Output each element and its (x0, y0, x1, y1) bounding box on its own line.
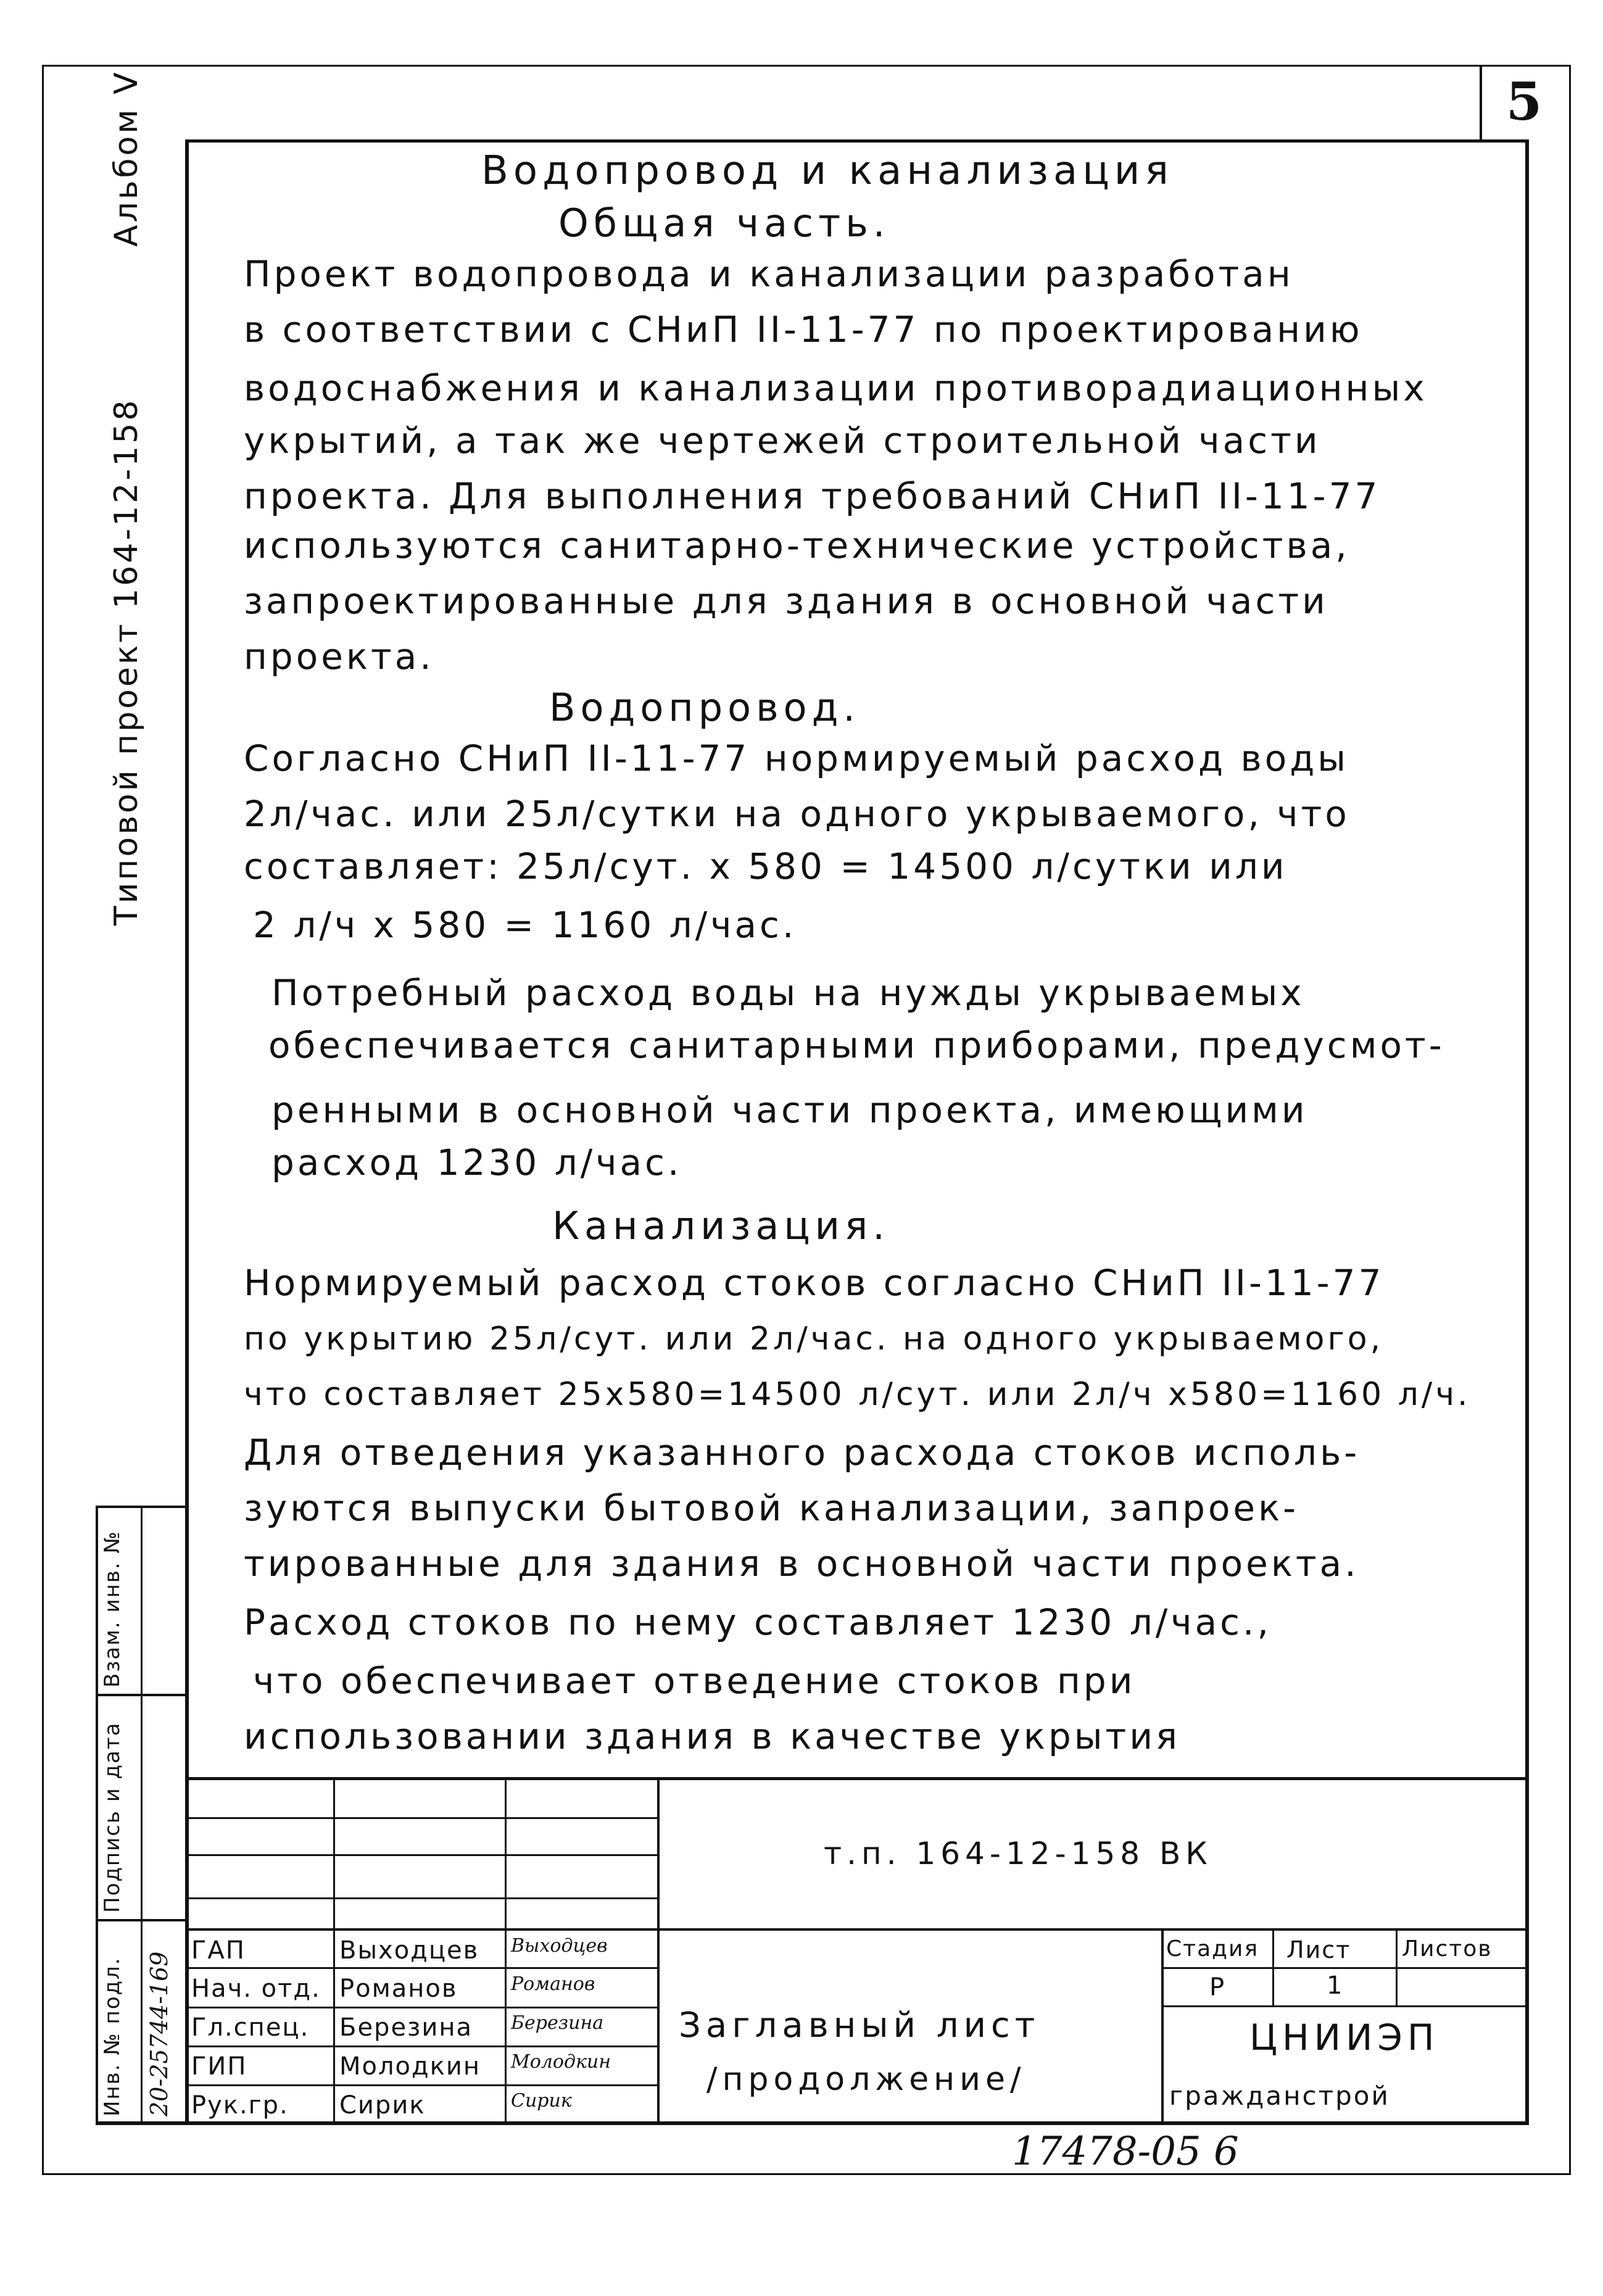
tb-top (185, 1777, 1528, 1780)
stage-header: Стадия (1166, 1936, 1259, 1962)
water-line: Согласно СНиП II-11-77 нормируемый расход воды (244, 737, 1349, 779)
sewer-line: тированные для здания в основной части проекта. (244, 1543, 1359, 1585)
outer-frame-right (1569, 65, 1571, 2175)
role-cell: Гл.спец. (191, 2013, 310, 2042)
role-cell: Нач. отд. (191, 1975, 321, 2003)
water-line: 2л/час. или 25л/сутки на одного укрываемого, что (244, 793, 1350, 835)
water2-line: ренными в основной части проекта, имеющими (271, 1089, 1308, 1131)
name-cell: Романов (339, 1975, 458, 2003)
stage-row-2 (1161, 2005, 1529, 2007)
project-code: т.п. 164-12-158 ВК (824, 1836, 1212, 1871)
sewer-line: Для отведения указанного расхода стоков исполь- (244, 1432, 1361, 1473)
sewer-line: что обеспечивает отведение стоков при (253, 1660, 1136, 1702)
stage-col-1 (1272, 1928, 1274, 2007)
sheet-title-line2: /продолжение/ (706, 2061, 1026, 2098)
tb-row-c (185, 1897, 657, 1899)
general-line: водоснабжения и канализации противорадиационных (244, 367, 1428, 409)
inner-frame-left (185, 139, 189, 2125)
role-cell: Рук.гр. (191, 2091, 289, 2120)
tb-col-4 (1161, 1928, 1164, 2123)
stage-col-2 (1396, 1928, 1398, 2007)
tb-row-a (185, 1817, 657, 1819)
signature: Выходцев (511, 1935, 608, 1957)
tb-row-main (185, 1928, 1528, 1931)
outer-frame-top (42, 65, 1571, 67)
general-line: укрытий, а так же чертежей строительной части (244, 420, 1321, 462)
role-cell: ГАП (191, 1936, 246, 1965)
role-cell: ГИП (191, 2052, 247, 2081)
sheet-number-box-left (1480, 65, 1482, 142)
water-line: 2 л/ч x 580 = 1160 л/час. (253, 904, 797, 946)
water-line: составляет: 25л/сут. x 580 = 14500 л/сутки или (244, 845, 1288, 887)
water2-line: Потребный расход воды на нужды укрываемых (271, 972, 1305, 1014)
sewer-line: зуются выпуски бытовой канализации, запроек- (244, 1487, 1299, 1529)
name-cell: Молодкин (339, 2052, 481, 2081)
doc-subtitle: Общая часть. (558, 201, 890, 246)
sheet-title-line1: Заглавный лист (679, 2005, 1040, 2045)
strip-top-line (96, 1506, 188, 1508)
tb-row-f (185, 2045, 657, 2047)
name-cell: Березина (339, 2013, 473, 2042)
inv-podl-label: Инв. № подл. (100, 1957, 125, 2116)
sewer-line: Нормируемый расход стоков согласно СНиП II-11-77 (244, 1262, 1385, 1304)
tb-col-1 (333, 1777, 335, 2123)
sewer-line: использовании здания в качестве укрытия (244, 1715, 1180, 1757)
sheet-number: 5 (1506, 71, 1543, 132)
podpis-data-label: Подпись и дата (100, 1722, 125, 1913)
sewer-line: по укрытию 25л/сут. или 2л/час. на одного укрываемого, (244, 1320, 1384, 1357)
list-value: 1 (1327, 1971, 1344, 2000)
strip-sep-2 (96, 1919, 188, 1921)
vzam-inv-label: Взам. инв. № (100, 1530, 125, 1688)
list-header: Лист (1286, 1936, 1351, 1963)
doc-title: Водопровод и канализация (481, 148, 1174, 194)
general-line: запроектированные для здания в основной части (244, 580, 1328, 622)
stage-row-1 (1161, 1967, 1529, 1969)
outer-frame-left (42, 65, 44, 2175)
inner-frame-right (1525, 139, 1529, 2125)
general-line: Проект водопровода и канализации разработан (244, 253, 1294, 295)
inv-number: 20-25744-169 (146, 1951, 173, 2116)
tb-row-g (185, 2084, 657, 2086)
water-title: Водопровод. (549, 685, 861, 730)
org-line1: ЦНИИЭП (1249, 2016, 1439, 2058)
outer-frame-bottom (42, 2173, 1571, 2175)
strip-sep-1 (96, 1694, 188, 1696)
sewer-line: что составляет 25x580=14500 л/сут. или 2л/ч x580=1160 л/ч. (244, 1376, 1471, 1413)
general-line: в соответствии с СНиП II-11-77 по проектированию (244, 309, 1363, 350)
water2-line: обеспечивается санитарными приборами, предусмот- (268, 1024, 1445, 1066)
general-line: проекта. (244, 636, 434, 678)
sewer-title: Канализация. (552, 1203, 890, 1248)
tb-row-e (185, 2007, 657, 2008)
project-label: Типовой проект 164-12-158 (108, 397, 145, 926)
tb-col-2 (505, 1777, 507, 2123)
lists-header: Листов (1402, 1936, 1493, 1962)
tb-col-3 (657, 1777, 660, 2123)
signature: Сирик (511, 2090, 572, 2112)
strip-mid-line (141, 1506, 143, 2125)
stage-value: Р (1209, 1973, 1226, 2002)
tb-row-b (185, 1854, 657, 1856)
name-cell: Выходцев (339, 1936, 479, 1965)
signature: Молодкин (511, 2051, 611, 2073)
sewer-line: Расход стоков по нему составляет 1230 л/час., (244, 1601, 1272, 1643)
water2-line: расход 1230 л/час. (271, 1142, 682, 1183)
signature: Березина (511, 2012, 604, 2034)
org-line2: гражданстрой (1169, 2081, 1390, 2111)
inner-frame-bottom (96, 2121, 1529, 2125)
inner-frame-top (185, 139, 1528, 143)
name-cell: Сирик (339, 2091, 426, 2120)
album-label: Альбом V (108, 70, 145, 247)
general-line: проекта. Для выполнения требований СНиП II-11-77 (244, 475, 1381, 517)
general-line: используются санитарно-технические устройства, (244, 524, 1350, 566)
strip-left-line (96, 1506, 98, 2125)
tb-row-d (185, 1967, 657, 1969)
signature: Романов (511, 1973, 595, 1995)
footer-number: 17478-05 6 (1012, 2129, 1239, 2174)
